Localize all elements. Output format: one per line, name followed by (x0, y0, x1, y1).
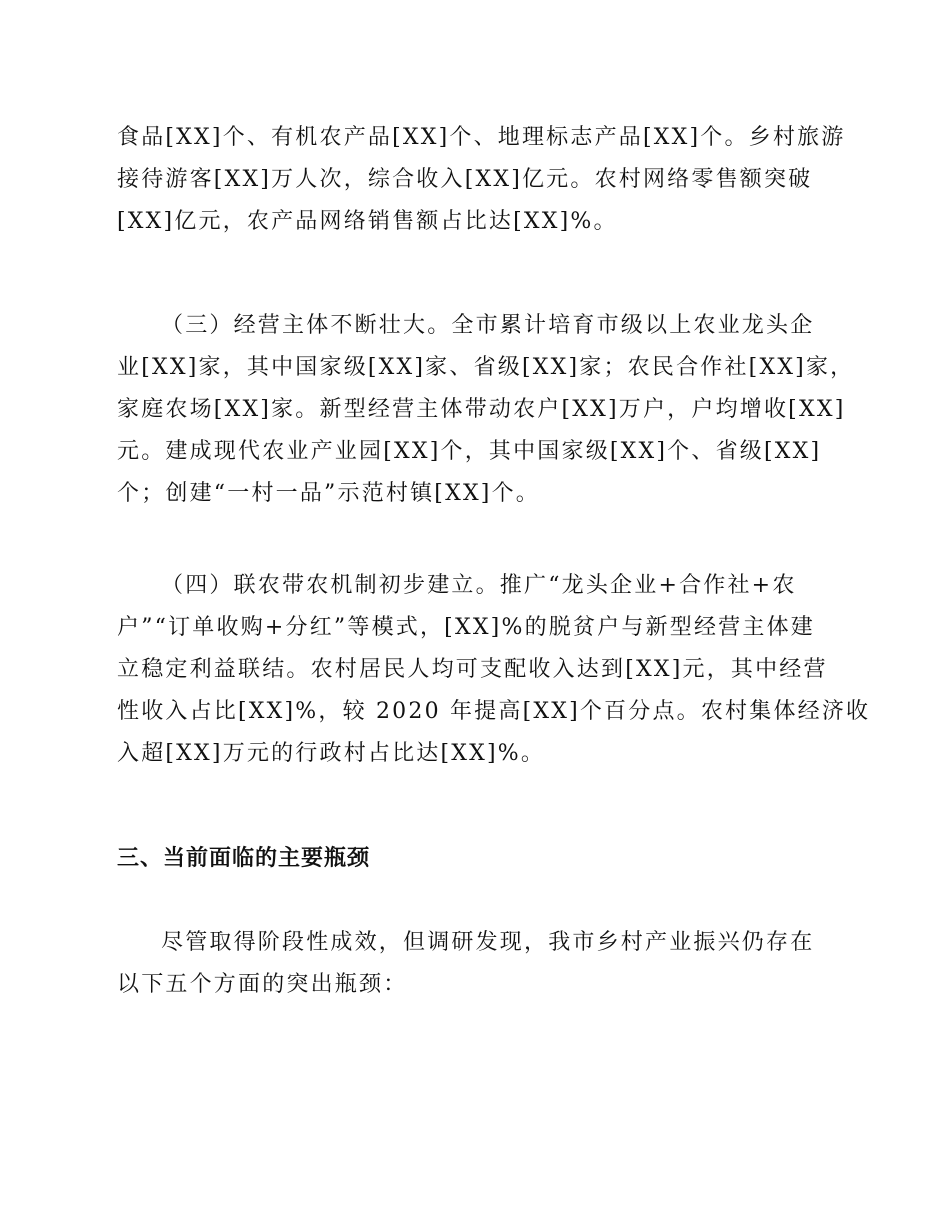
paragraph-bottlenecks-intro (117, 922, 837, 1006)
text-line: 尽管取得阶段性成效，但调研发现，我市乡村产业振兴仍存在 (161, 930, 815, 955)
text-line: 性收入占比[XX]%，较 2020 年提高[XX]个百分点。农村集体经济收 (117, 699, 871, 724)
paragraph-farmer-linkage (117, 565, 871, 775)
text-line: 业[XX]家，其中国家级[XX]家、省级[XX]家；农民合作社[XX]家， (117, 355, 855, 380)
section-heading: 三、当前面临的主要瓶颈 (117, 846, 371, 871)
paragraph-product-stats (117, 117, 846, 243)
text-line: 食品[XX]个、有机农产品[XX]个、地理标志产品[XX]个。乡村旅游 (117, 125, 846, 150)
text-line: 个；创建“一村一品”示范村镇[XX]个。 (117, 481, 540, 506)
text-line: （四）联农带农机制初步建立。推广“龙头企业+合作社+农 (161, 573, 797, 598)
text-line: 元。建成现代农业产业园[XX]个，其中国家级[XX]个、省级[XX] (117, 439, 822, 464)
paragraph-business-entities (117, 305, 855, 515)
text-line: 入超[XX]万元的行政村占比达[XX]%。 (117, 741, 546, 766)
text-line: 接待游客[XX]万人次，综合收入[XX]亿元。农村网络零售额突破 (117, 167, 813, 192)
text-line: 户”“订单收购+分红”等模式，[XX]%的脱贫户与新型经营主体建 (117, 615, 815, 640)
text-line: 以下五个方面的突出瓶颈： (117, 972, 408, 997)
text-line: [XX]亿元，农产品网络销售额占比达[XX]%。 (117, 209, 618, 234)
text-line: 家庭农场[XX]家。新型经营主体带动农户[XX]万户，户均增收[XX] (117, 397, 846, 422)
text-line: 立稳定利益联结。农村居民人均可支配收入达到[XX]元，其中经营 (117, 657, 828, 682)
text-line: （三）经营主体不断壮大。全市累计培育市级以上农业龙头企 (161, 313, 815, 338)
